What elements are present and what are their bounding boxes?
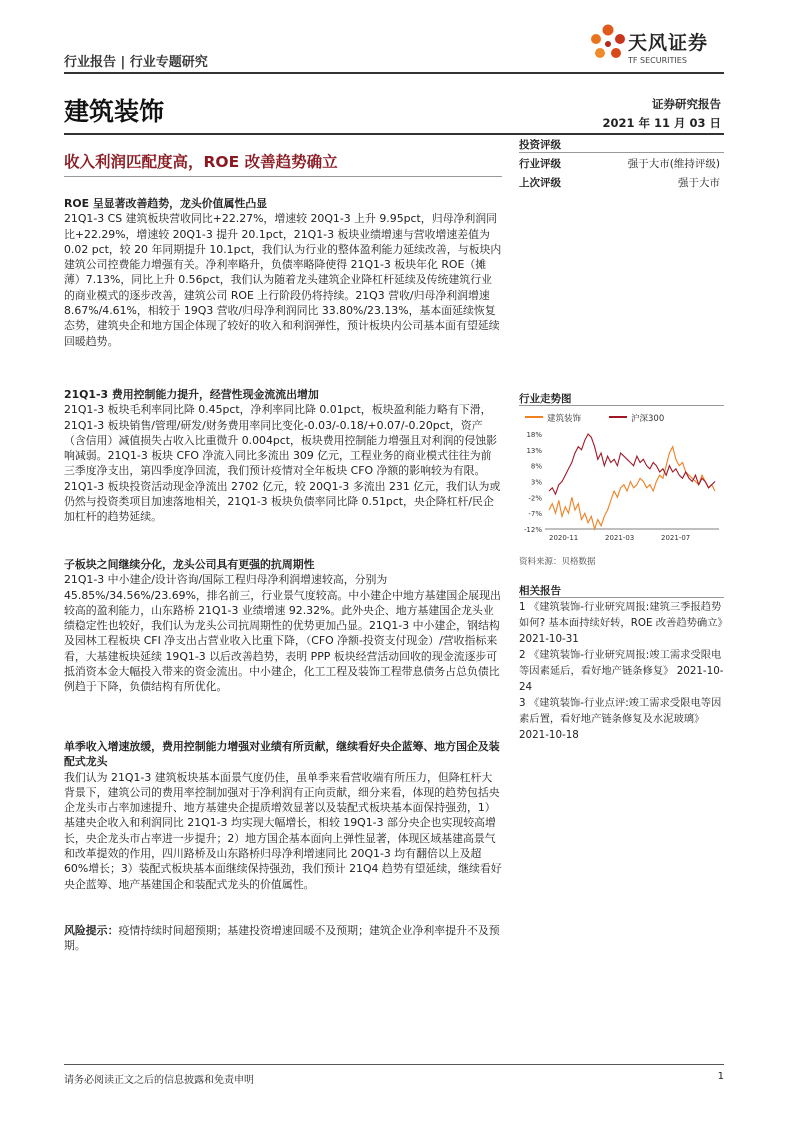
logo-flower-icon — [588, 22, 628, 66]
section — [64, 196, 502, 349]
report-category: 行业报告 | 行业专题研究 — [64, 55, 208, 70]
footer-disclaimer: 请务必阅读正文之后的信息披露和免责申明 — [64, 1075, 254, 1086]
section-text: 21Q1-3 CS 建筑板块营收同比+22.27%，增速较 20Q1-3 上升 9.95pct，归母净利润同比+22.29%，增速较 20Q1-3 提升 20.1pct，21Q1-3 板块业绩增速与营收增速差值为 0.02 pct，较 20 年同期提升 10.1pct，我们认为行业的整体盈利能力延续改善，与板块内建筑公司控费能力增强有关。净利率略升，负债率略降使得 21Q1-3 板块年化 ROE（摊薄）7.13%，同比上升 0.56pct，我们认为随着龙头建筑企业降杠杆延续及传统建筑行业的商业模式的逐步改善，建筑公司 ROE 上行阶段仍将持续。21Q3 营收/归母净利润增速 8.67%/4.61%，相较于 19Q3 营收/归母净利润同比 33.80%/23.13%，基本面延续恢复态势，建筑央企和地方国企体现了较好的收入和利润弹性，预计板块内公司基本面有望延续回暖趋势。 — [64, 212, 502, 348]
risk-text: 疫情持续时间超预期；基建投资增速回暖不及预期；建筑企业净利率提升不及预期。 — [64, 924, 500, 953]
trend-chart — [519, 404, 724, 564]
y-tick-label: -2% — [528, 494, 542, 503]
y-tick-label: 3% — [530, 478, 542, 487]
risk-note — [64, 923, 502, 954]
section — [64, 557, 502, 695]
rating-row — [519, 156, 724, 171]
section-heading: 21Q1-3 费用控制能力提升，经营性现金流流出增加 — [64, 388, 319, 401]
section-heading: 子板块之间继续分化，龙头公司具有更强的抗周期性 — [64, 558, 315, 571]
y-tick-label: 18% — [526, 431, 542, 439]
section-text: 21Q1-3 中小建企/设计咨询/国际工程归母净利润增速较高，分别为 45.85%/34.56%/23.69%，排名前三，行业景气度较高。中小建企中地方基建国企展现出较高的盈利能力，山东路桥 21Q1-3 业绩增速 92.32%。此外央企、地方基建国企龙头业绩稳定性也较好，我们认为龙头公司抗周期性的优势更加凸显。21Q1-3 中小建企，钢结构及园林工程板块 CFI 净支出占营业收入比重下降，（CFO 净额-投资支付现金）/营收指标来看，大基建板块延续 19Q1-3 以后改善趋势，表明 PPP 板块经营活动回收的现金流逐步可抵消资本金大幅投入带来的资金流出。中小建企，化工工程及装饰工程带息债务占总负债比例趋于下降，负债结构有所优化。 — [64, 573, 501, 694]
rating-label: 行业评级 — [519, 158, 561, 170]
section-heading: 单季收入增速放缓，费用控制能力增强对业绩有所贡献，继续看好央企蓝筹、地方国企及装配式龙头 — [64, 740, 500, 769]
rating-divider — [519, 152, 724, 153]
chart-source: 资料来源：贝格数据 — [519, 557, 596, 567]
related-report-link[interactable]: 2 《建筑装饰-行业研究周报:竣工需求受限电等因素延后，看好地产链条修复》 2021-10-24 — [519, 649, 724, 693]
rating-label: 上次评级 — [519, 177, 561, 189]
section — [64, 739, 502, 892]
related-divider — [519, 597, 724, 598]
y-tick-label: -12% — [523, 526, 542, 534]
y-tick-label: 8% — [530, 462, 542, 471]
rating-value: 强于大市(维持评级) — [627, 158, 720, 170]
report-date: 2021 年 11 月 03 日 — [602, 116, 721, 130]
legend-label: 建筑装饰 — [547, 414, 582, 424]
subtitle-divider — [64, 176, 502, 177]
report-subtitle: 收入利润匹配度高，ROE 改善趋势确立 — [64, 153, 338, 171]
related-report-link[interactable]: 1 《建筑装饰-行业研究周报:建筑三季报趋势如何? 基本面持续好转，ROE 改善趋势确立》 2021-10-31 — [519, 601, 728, 645]
company-logo — [588, 22, 728, 70]
report-type: 证券研究报告 — [652, 97, 721, 111]
header-divider — [64, 72, 724, 74]
section — [64, 387, 502, 525]
x-tick-label: 2021-03 — [605, 534, 635, 542]
trend-chart-svg — [519, 404, 724, 554]
section-text: 我们认为 21Q1-3 建筑板块基本面景气度仍佳，虽单季来看营收端有所压力，但降杠杆大背景下，建筑公司的费用率控制加强对于净利润有正向贡献，细分来看，体现的趋势包括央企龙头市占率加速提升、地方基建央企提质增效显著以及装配式板块基本面保持强劲，1）基建央企收入和利润同比 21Q1-3 均实现大幅增长，相较 19Q1-3 部分央企也实现较高增长，央企龙头市占率进一步提升；2）地方国企基本面向上弹性显著，体现区域基建高景气和改革提效的作用，四川路桥及山东路桥归母净利增速同比 20Q1-3 均有翻倍以上及超 60%增长；3）装配式板块基本面继续保持强劲，我们预计 21Q4 趋势有望延续，继续看好央企蓝筹、地产基建国企和装配式龙头的价值属性。 — [64, 770, 502, 891]
trend-heading: 行业走势图 — [519, 393, 572, 405]
title-divider — [64, 133, 724, 135]
logo-text-cn: 天风证券 — [628, 32, 709, 54]
page-title: 建筑装饰 — [64, 97, 165, 126]
rating-heading: 投资评级 — [519, 139, 561, 151]
section-text: 21Q1-3 板块毛利率同比降 0.45pct，净利率同比降 0.01pct，板块盈利能力略有下滑，21Q1-3 板块销售/管理/研发/财务费用率同比变化-0.03/-0.18/+0.07/-0.20pct，资产（含信用）减值损失占收入比重微升 0.004pct，板块费用控制能力增强且对利润的侵蚀影响减弱。21Q1-3 板块 CFO 净流入同比多流出 309 亿元，工程业务的商业模式往往为前三季度净支出，第四季度净回流，我们预计疫情对全年板块 CFO 净额的影响较为有限。21Q1-3 板块投资活动现金净流出 2702 亿元，较 20Q1-3 多流出 231 亿元，我们认为或仍然与投资类项目加速落地相关，21Q1-3 板块负债率同比降 0.51pct，央企降杠杆/民企加杠杆的趋势延续。 — [64, 403, 501, 524]
x-tick-label: 2021-07 — [661, 534, 691, 542]
section-heading: ROE 呈显著改善趋势，龙头价值属性凸显 — [64, 197, 268, 210]
related-heading: 相关报告 — [519, 585, 561, 597]
y-tick-label: -7% — [528, 510, 542, 519]
footer — [64, 1071, 724, 1086]
rating-row — [519, 175, 724, 190]
y-tick-label: 13% — [526, 446, 542, 455]
x-tick-label: 2020-11 — [549, 534, 579, 542]
logo-text-en: TF SECURITIES — [628, 56, 687, 65]
rating-value: 强于大市 — [678, 177, 720, 189]
risk-label: 风险提示： — [64, 924, 119, 937]
page-number: 1 — [717, 1071, 724, 1082]
series-line — [549, 447, 715, 529]
footer-divider — [64, 1064, 724, 1065]
related-report-link[interactable]: 3 《建筑装饰-行业点评:竣工需求受限电等因素后置，看好地产链条修复及水泥玻璃》 2021-10-18 — [519, 697, 722, 741]
legend-label: 沪深300 — [631, 414, 665, 424]
